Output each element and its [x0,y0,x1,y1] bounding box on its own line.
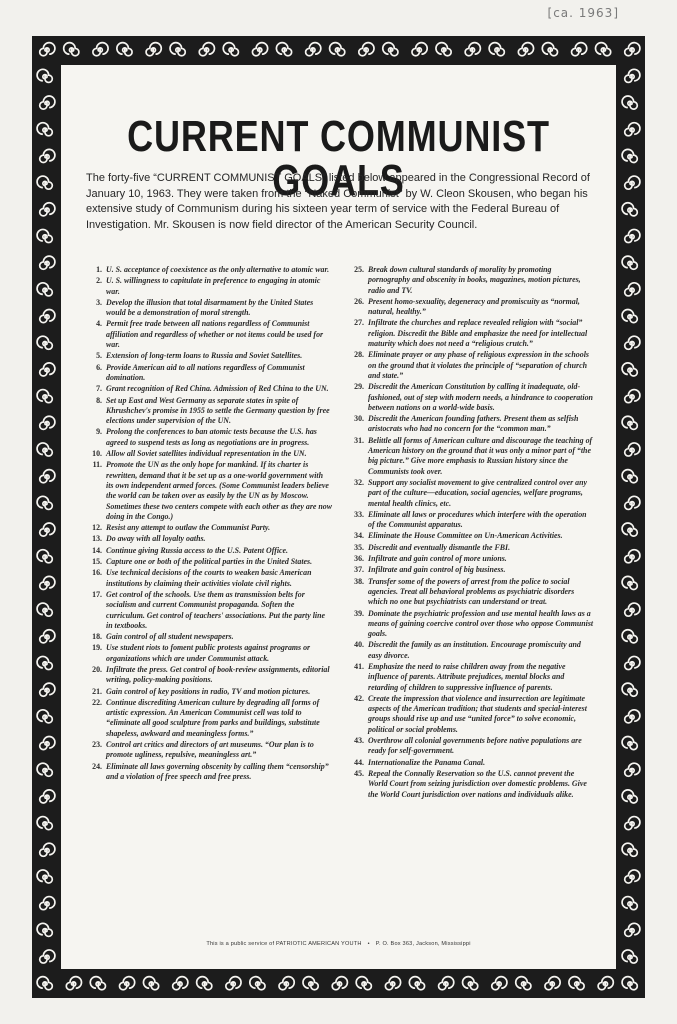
goal-number: 15. [92,557,102,567]
goal-text: Emphasize the need to raise children away from the negative influence of parents. Attribute prejudices, mental blocks and retarding of children to suppressive influence of parents. [368,661,566,692]
goal-number: 18. [92,632,102,642]
goal-text: Control art critics and directors of art museums. “Our plan is to promote ugliness, repulsive, meaningless art.” [106,740,314,760]
goal-text: Belittle all forms of American culture and discourage the teaching of American history on the ground that it was only a minor part of “the big picture.” Give more emphasis to Russian history since the Communists took over. [368,435,593,476]
list-item [348,382,594,413]
goal-number: 45. [354,768,364,778]
list-item [348,769,594,800]
goal-number: 19. [92,643,102,653]
list-item [86,523,332,533]
list-item [86,396,332,427]
goal-text: Eliminate the House Committee on Un-American Activities. [368,531,563,541]
goal-number: 40. [354,640,364,650]
date-annotation: [ca. 1963] [547,6,619,20]
goal-text: Use student riots to foment public protests against programs or organizations which are under Communist attack. [106,643,311,663]
list-item [86,590,332,631]
goal-number: 38. [354,576,364,586]
goal-number: 34. [354,531,364,541]
goal-text: Permit free trade between all nations regardless of Communist affiliation and regardless of whether or not items could be used for war. [106,319,324,350]
goal-number: 26. [354,296,364,306]
goal-text: Gain control of all student newspapers. [106,632,234,642]
goal-text: Eliminate all laws or procedures which interfere with the operation of the Communist apparatus. [368,509,587,530]
goal-text: Discredit and eventually dismantle the FBI. [368,542,511,552]
list-item [86,298,332,319]
list-item [86,740,332,761]
goal-number: 8. [96,395,102,405]
footer-service: This is a public service of PATRIOTIC AMERICAN YOUTH [206,941,362,947]
goal-number: 22. [92,697,102,707]
list-item [86,557,332,567]
list-item [86,568,332,589]
list-item [348,565,594,575]
goal-text: Internationalize the Panama Canal. [368,757,486,767]
document-title: CURRENT COMMUNIST GOALS [127,112,550,205]
list-item [86,632,332,642]
goal-number: 7. [96,384,102,394]
list-item [348,478,594,509]
goal-text: Continue giving Russia access to the U.S. Patent Office. [106,545,289,555]
goal-number: 32. [354,477,364,487]
goal-number: 28. [354,350,364,360]
goal-text: Do away with all loyalty oaths. [106,534,206,544]
goal-number: 20. [92,664,102,674]
list-item [86,534,332,544]
goal-number: 27. [354,318,364,328]
list-item [86,687,332,697]
list-item [348,297,594,318]
goal-number: 33. [354,509,364,519]
goal-number: 37. [354,565,364,575]
goal-text: Support any socialist movement to give centralized control over any part of the culture—education, social agencies, welfare programs, mental health clinics, etc. [368,477,587,508]
list-item [86,319,332,350]
goal-text: Overthrow all colonial governments before native populations are ready for self-government. [368,736,582,756]
goal-text: Use technical decisions of the courts to weaken basic American institutions by claiming their activities violate civil rights. [106,568,312,588]
list-item [86,698,332,739]
list-item [86,384,332,394]
list-item [86,665,332,686]
goal-text: Infiltrate and gain control of big business. [368,565,506,575]
goal-number: 43. [354,736,364,746]
goal-text: Discredit the family as an institution. Encourage promiscuity and easy divorce. [368,640,581,660]
list-item [86,276,332,297]
goal-text: Dominate the psychiatric profession and use mental health laws as a means of gaining coercive control over those who oppose Communist goals. [368,608,594,639]
goals-list [86,265,594,935]
goal-number: 24. [92,761,102,771]
goal-number: 41. [354,661,364,671]
goal-text: Infiltrate the churches and replace revealed religion with “social” religion. Discredit the Bible and emphasize the need for intellectual maturity which does not need a “religious crutch.” [368,318,588,349]
list-item [86,427,332,448]
goal-number: 16. [92,568,102,578]
goal-number: 5. [96,351,102,361]
goal-number: 9. [96,427,102,437]
list-item [348,531,594,541]
list-item [348,577,594,608]
list-item [86,265,332,275]
goal-text: Eliminate prayer or any phase of religious expression in the schools on the ground that it violates the principle of “separation of church and state.” [368,350,589,380]
goal-text: Provide American aid to all nations regardless of Communist domination. [106,362,305,382]
goal-text: Eliminate all laws governing obscenity by calling them “censorship” and a violation of free speech and free press. [106,761,329,781]
list-item [348,510,594,531]
goals-column-left [86,265,332,783]
goal-number: 42. [354,693,364,703]
goal-number: 36. [354,554,364,564]
goal-text: Discredit the American founding fathers. Present them as selfish aristocrats who had no concern for the “common man.” [368,414,579,434]
list-item [86,460,332,522]
goal-number: 23. [92,740,102,750]
list-item [348,609,594,640]
goal-number: 3. [96,297,102,307]
goal-number: 21. [92,686,102,696]
goal-text: U. S. willingness to capitulate in preference to engaging in atomic war. [106,276,321,296]
goal-text: Infiltrate and gain control of more unions. [368,554,507,564]
list-item [348,758,594,768]
list-item [348,318,594,349]
goal-number: 31. [354,435,364,445]
goal-number: 4. [96,319,102,329]
goal-text: Develop the illusion that total disarmament by the United States would be a demonstration of moral strength. [106,297,314,318]
goal-text: Get control of the schools. Use them as transmission belts for socialism and current Communist propaganda. Soften the curriculum. Get control of teachers' associations. Put the party line in textbooks. [106,589,325,630]
list-item [348,662,594,693]
goal-text: Prolong the conferences to ban atomic tests because the U.S. has agreed to suspend tests as long as negotiations are in progress. [106,427,317,447]
goal-number: 30. [354,414,364,424]
goal-number: 13. [92,534,102,544]
goal-text: Extension of long-term loans to Russia and Soviet Satellites. [106,351,303,361]
goal-text: Set up East and West Germany as separate states in spite of Khrushchev's promise in 1955 to settle the Germany question by free elections under supervision of the UN. [106,395,330,426]
goal-text: Allow all Soviet satellites individual representation in the UN. [106,449,307,459]
list-item [348,736,594,757]
list-item [86,363,332,384]
goal-text: Promote the UN as the only hope for mankind. If its charter is rewritten, demand that it be set up as a one-world government with its own independent armed forces. (Some Communist leaders believe the world can be taken over as easily by the UN as by Moscow. Sometimes these two centers compete with each other as they are now doing in the Congo.) [106,460,332,521]
list-item [348,350,594,381]
list-item [86,351,332,361]
goal-number: 25. [354,265,364,274]
goal-text: Transfer some of the powers of arrest from the police to social agencies. Treat all behavioral problems as psychiatric disorders which no one but psychiatrists can understand or treat. [368,576,575,607]
goal-number: 17. [92,589,102,599]
goal-text: Present homo-sexuality, degeneracy and promiscuity as “normal, natural, healthy.” [368,296,580,317]
goals-column-right [348,265,594,801]
goal-text: Discredit the American Constitution by calling it inadequate, old-fashioned, out of step with modern needs, a hindrance to cooperation between nations on a world-wide basis. [368,382,593,412]
footer-address: P. O. Box 363, Jackson, Mississippi [375,941,471,947]
document-body [60,64,617,970]
goal-number: 35. [354,542,364,552]
goal-text: Create the impression that violence and insurrection are legitimate aspects of the American tradition; that students and special-interest groups should rise up and use “united force” to solve economic, political or social problems. [368,693,587,734]
goal-number: 12. [92,523,102,533]
list-item [348,414,594,435]
list-item [348,436,594,477]
list-item [86,762,332,783]
goal-text: Gain control of key positions in radio, TV and motion pictures. [106,686,311,696]
decorative-border [32,36,645,998]
goal-number: 14. [92,545,102,555]
goal-number: 39. [354,608,364,618]
footer [61,941,616,947]
list-item [86,643,332,664]
goal-text: Continue discrediting American culture by degrading all forms of artistic expression. An American Communist cell was told to “eliminate all good sculpture from parks and buildings, substitute shapeless, awkward and meaningless forms.” [106,697,320,738]
list-item [348,694,594,735]
goal-number: 6. [96,362,102,372]
list-item [86,449,332,459]
goal-text: Break down cultural standards of morality by promoting pornography and obscenity in books, magazines, motion pictures, radio and TV. [368,265,581,295]
goal-number: 2. [96,276,102,286]
goal-number: 11. [92,460,102,470]
goal-number: 10. [92,449,102,459]
goal-number: 44. [354,757,364,767]
goal-number: 1. [96,265,102,274]
list-item [86,546,332,556]
list-item [348,640,594,661]
list-item [348,265,594,296]
list-item [348,554,594,564]
goal-number: 29. [354,382,364,392]
goal-text: Infiltrate the press. Get control of book-review assignments, editorial writing, policy-making positions. [106,664,330,685]
goal-text: Capture one or both of the political parties in the United States. [106,557,313,567]
goal-text: Repeal the Connally Reservation so the U.S. cannot prevent the World Court from seizing jurisdiction over domestic problems. Give the World Court jurisdiction over nations and individuals alike. [368,768,587,799]
footer-separator: • [367,941,370,947]
goal-text: U. S. acceptance of coexistence as the only alternative to atomic war. [106,265,330,274]
list-item [348,543,594,553]
goal-text: Resist any attempt to outlaw the Communist Party. [106,523,271,533]
goal-text: Grant recognition of Red China. Admission of Red China to the UN. [106,384,329,394]
intro-paragraph: The forty-five “CURRENT COMMUNIST GOALS” listed below appeared in the Congressional Record of January 10, 1963. They were taken from the “Naked Communist” by W. Cleon Skousen, who began his extensive study of Communism during his sixteen year term of service with the Federal Bureau of Investigation. Mr. Skousen is now field director of the American Security Council. [86,172,590,231]
